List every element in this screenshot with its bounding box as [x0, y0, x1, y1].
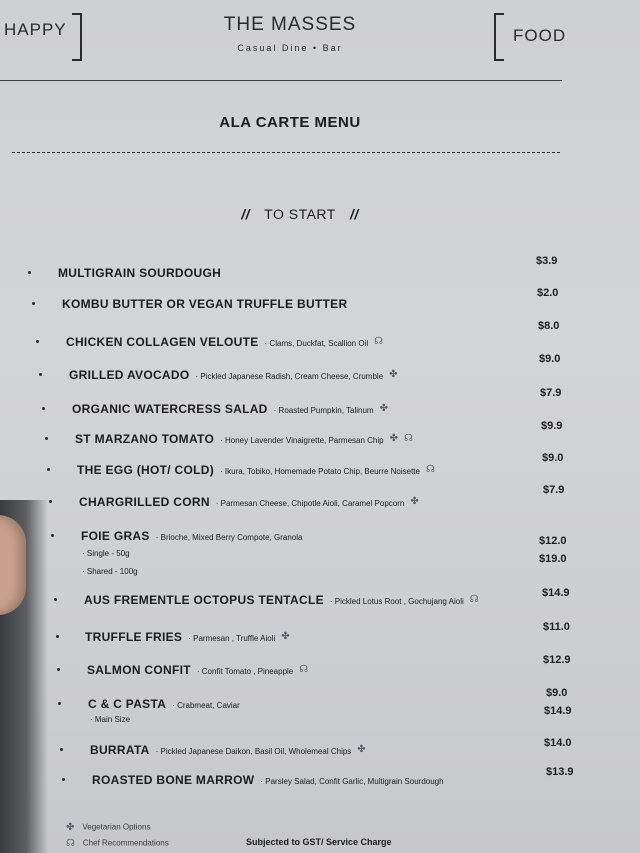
- item-price: $12.9: [543, 654, 571, 666]
- item-option-price: $12.0: [539, 535, 567, 547]
- section-label: TO START: [264, 206, 336, 222]
- item-bullet: [39, 373, 42, 376]
- item-name: MULTIGRAIN SOURDOUGH: [58, 266, 222, 280]
- menu-item: [81, 527, 302, 545]
- item-name: ORGANIC WATERCRESS SALAD: [72, 402, 268, 416]
- chef-recommendation-icon: ☊: [299, 664, 309, 676]
- item-description: · Roasted Pumpkin, Talinum: [273, 406, 374, 415]
- right-bracket: [72, 13, 82, 61]
- item-price: $14.9: [542, 587, 570, 599]
- item-price: $9.0: [546, 687, 568, 699]
- item-description: · Parmesan Cheese, Chipotle Aioli, Caramel Popcorn: [215, 499, 405, 508]
- menu-item: [72, 400, 388, 418]
- item-price: $7.9: [543, 484, 565, 496]
- item-name: SALMON CONFIT: [87, 663, 191, 677]
- item-bullet: [57, 668, 60, 671]
- item-name: THE EGG (HOT/ COLD): [77, 463, 215, 477]
- item-bullet: [42, 407, 45, 410]
- item-name: TRUFFLE FRIES: [85, 630, 183, 644]
- item-price: $8.0: [538, 320, 560, 332]
- item-bullet: [54, 598, 57, 601]
- item-name: CHARGRILLED CORN: [79, 495, 210, 509]
- item-bullet: [36, 340, 39, 343]
- legend-chef: [66, 838, 169, 849]
- item-name: KOMBU BUTTER OR VEGAN TRUFFLE BUTTER: [62, 297, 348, 311]
- header-divider: [0, 80, 562, 81]
- thumb: [0, 515, 26, 615]
- item-name: CHICKEN COLLAGEN VELOUTE: [66, 335, 259, 349]
- item-option-label: · Shared - 100g: [82, 567, 138, 576]
- happy-tab: HAPPY: [4, 20, 67, 39]
- left-bracket: [494, 13, 504, 61]
- item-price: $2.0: [537, 287, 559, 299]
- dashed-divider: [12, 152, 560, 153]
- item-name: AUS FREMENTLE OCTOPUS TENTACLE: [84, 593, 324, 607]
- item-bullet: [28, 271, 31, 274]
- item-name: ST MARZANO TOMATO: [75, 432, 215, 446]
- item-price: $9.0: [539, 353, 561, 365]
- menu-item: [66, 333, 383, 351]
- menu-item: [79, 493, 419, 511]
- menu-item: [85, 628, 290, 646]
- item-bullet: [49, 500, 52, 503]
- item-description: · Crabmeat, Caviar: [172, 701, 240, 710]
- item-option-price: $19.0: [539, 553, 567, 565]
- menu-item: [75, 430, 413, 448]
- restaurant-name: THE MASSES: [223, 14, 357, 35]
- item-name: FOIE GRAS: [81, 529, 150, 543]
- item-bullet: [58, 702, 61, 705]
- item-name: C & C PASTA: [88, 697, 167, 711]
- item-name: BURRATA: [90, 743, 150, 757]
- gst-note: Subjected to GST/ Service Charge: [246, 837, 392, 847]
- item-bullet: [45, 437, 48, 440]
- vegetarian-icon: ✤: [281, 631, 290, 643]
- item-bullet: [32, 302, 35, 305]
- item-price: $13.9: [546, 766, 574, 778]
- item-bullet: [47, 468, 50, 471]
- item-price: $14.0: [544, 737, 572, 749]
- item-description: · Brioche, Mixed Berry Compote, Granola: [155, 533, 303, 542]
- vegetarian-icon: ✤: [410, 496, 419, 508]
- vegetarian-icon: ✤: [66, 822, 75, 833]
- menu-item: [62, 295, 347, 313]
- chef-recommendation-icon: ☊: [374, 336, 384, 348]
- item-option-price: $14.9: [544, 705, 572, 717]
- menu-item: [88, 695, 240, 713]
- item-description: · Pickled Japanese Daikon, Basil Oil, Wholemeal Chips: [155, 747, 352, 756]
- section-slash-left: //: [241, 206, 251, 222]
- legend-chef-label: Chef Recommendations: [82, 838, 169, 848]
- item-price: $7.9: [540, 387, 562, 399]
- vegetarian-icon: ✤: [379, 403, 388, 415]
- item-bullet: [56, 635, 59, 638]
- section-heading: [210, 206, 390, 222]
- chef-recommendation-icon: ☊: [469, 594, 479, 606]
- chef-recommendation-icon: ☊: [403, 433, 413, 445]
- item-option-label: · Single - 50g: [82, 549, 130, 558]
- legend-vegetarian-label: Vegetarian Options: [82, 822, 151, 832]
- item-description: · Honey Lavender Vinaigrette, Parmesan Chip: [220, 436, 384, 445]
- item-bullet: [51, 534, 54, 537]
- menu-item: [84, 591, 479, 609]
- item-description: · Ikura, Tobiko, Homemade Potato Chip, Beurre Noisette: [220, 467, 420, 476]
- item-description: · Pickled Lotus Root , Gochujang Aioli: [329, 597, 464, 606]
- menu-item: [77, 461, 435, 479]
- food-tab: FOOD: [513, 26, 567, 45]
- item-description: · Parsley Salad, Confit Garlic, Multigrain Sourdough: [260, 777, 444, 786]
- item-name: ROASTED BONE MARROW: [92, 773, 255, 787]
- menu-item: [90, 741, 366, 759]
- tagline: Casual Dine • Bar: [237, 43, 343, 53]
- chef-recommendation-icon: ☊: [66, 838, 75, 849]
- item-description: · Confit Tomato , Pineapple: [196, 667, 294, 676]
- item-description: · Pickled Japanese Radish, Cream Cheese, Crumble: [195, 372, 384, 381]
- item-bullet: [62, 778, 65, 781]
- menu-item: [69, 366, 398, 384]
- item-description: · Clams, Duckfat, Scallion Oil: [264, 339, 369, 348]
- item-description: · Parmesan , Truffle Aioli: [188, 634, 276, 643]
- menu-item: [87, 661, 308, 679]
- item-price: $3.9: [536, 255, 558, 267]
- vegetarian-icon: ✤: [389, 433, 398, 445]
- chef-recommendation-icon: ☊: [425, 464, 435, 476]
- item-name: GRILLED AVOCADO: [69, 368, 190, 382]
- vegetarian-icon: ✤: [357, 744, 366, 756]
- legend-vegetarian: [66, 822, 150, 833]
- item-option-label: · Main Size: [90, 715, 131, 724]
- item-price: $11.0: [543, 621, 570, 633]
- menu-item: [92, 771, 444, 789]
- menu-title: ALA CARTE MENU: [219, 114, 361, 131]
- section-slash-right: //: [349, 206, 359, 222]
- item-bullet: [60, 748, 63, 751]
- vegetarian-icon: ✤: [389, 369, 398, 381]
- menu-item: [58, 264, 221, 282]
- item-price: $9.9: [541, 420, 563, 432]
- item-price: $9.0: [542, 452, 564, 464]
